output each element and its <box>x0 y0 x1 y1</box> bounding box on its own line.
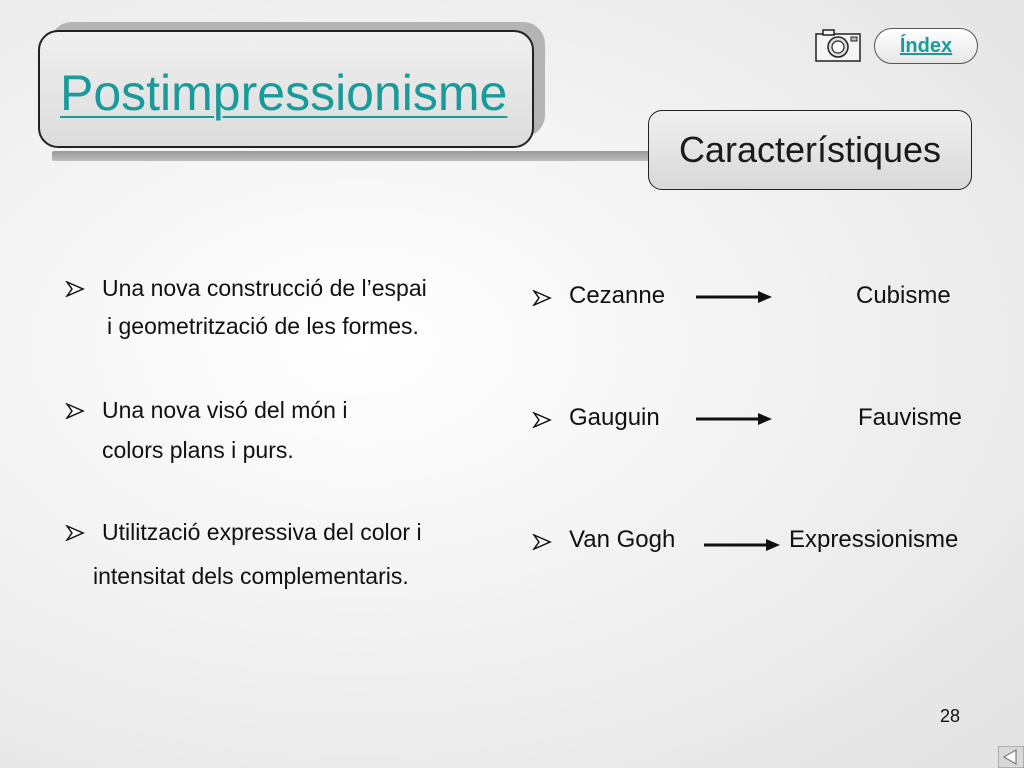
bullet-text-line1: Utilització expressiva del color i <box>102 519 422 545</box>
title-box <box>38 30 534 148</box>
bullet-text-line1: Una nova visó del món i <box>102 397 348 423</box>
page-number: 28 <box>940 706 961 726</box>
index-button[interactable]: Índex <box>874 28 978 64</box>
right-arrow-icon <box>696 412 772 426</box>
artist-row <box>532 404 992 434</box>
right-arrow-icon <box>704 538 780 552</box>
artist-name: Van Gogh <box>569 526 676 553</box>
previous-slide-icon[interactable] <box>998 746 1024 768</box>
arrow-bullet-icon <box>532 290 552 306</box>
artist-row <box>532 282 992 312</box>
artist-name: Gauguin <box>569 404 660 431</box>
camera-icon[interactable] <box>815 28 861 62</box>
section-subtitle: Característiques <box>648 110 972 190</box>
bullet-text-line2: colors plans i purs. <box>102 437 294 463</box>
bullet-text-line1: Una nova construcció de l’espai <box>102 275 427 301</box>
arrow-bullet-icon <box>532 534 552 550</box>
artist-row <box>532 526 1012 556</box>
movement-name: Expressionisme <box>789 526 959 553</box>
movement-name: Fauvisme <box>858 404 963 431</box>
bullet-text-line2: i geometrització de les formes. <box>107 313 419 339</box>
arrow-bullet-icon <box>65 281 85 297</box>
arrow-bullet-icon <box>65 403 85 419</box>
arrow-bullet-icon <box>532 412 552 428</box>
bullet-text-line2: intensitat dels complementaris. <box>93 563 409 589</box>
right-arrow-icon <box>696 290 772 304</box>
title-divider <box>52 151 652 161</box>
movement-name: Cubisme <box>856 282 951 309</box>
arrow-bullet-icon <box>65 525 85 541</box>
artist-name: Cezanne <box>569 282 666 309</box>
page-title[interactable]: Postimpressionisme <box>60 65 508 121</box>
